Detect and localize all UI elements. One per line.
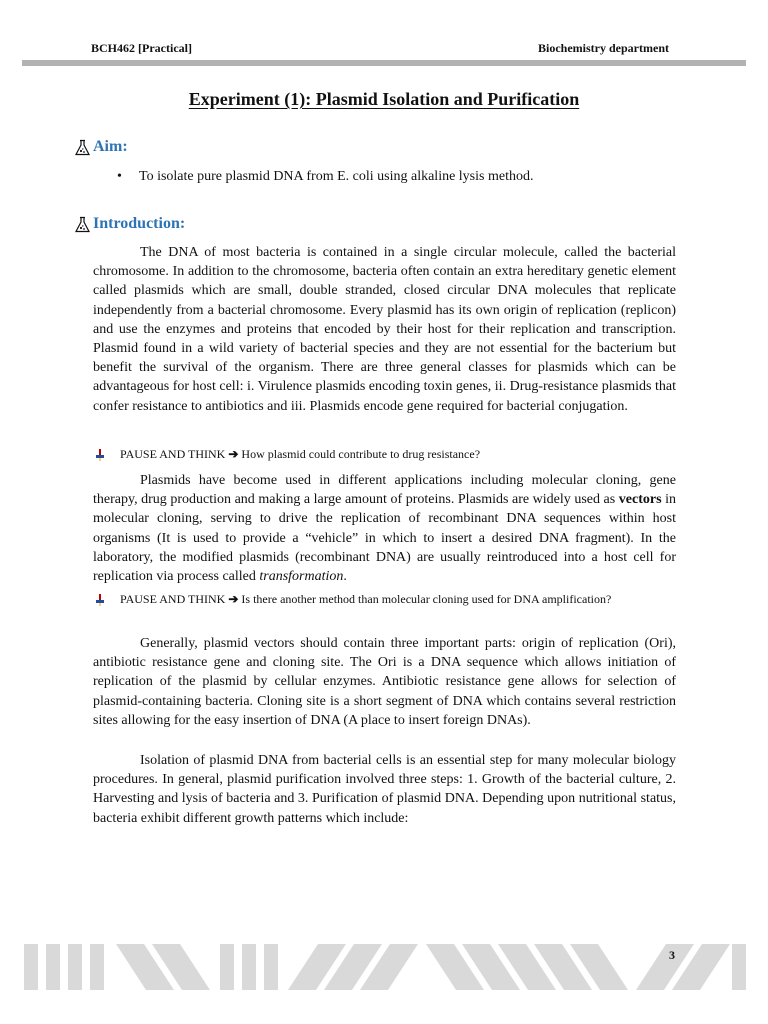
header-divider [22, 60, 746, 66]
aim-heading-text: Aim: [93, 138, 128, 155]
think-question: How plasmid could contribute to drug resistance? [241, 447, 481, 461]
intro-paragraph-3-text: Generally, plasmid vectors should contain three important parts: origin of replication (Ori), antibiotic resistance gene and cloning site. The Ori is a DNA sequence which allows initiation of replication of the plasmid by cellular enzymes. Antibiotic resistance gene allows for selection of plasmid-containing bacteria. Cloning site is a short segment of DNA which contains several restriction sites allowing for the easy insertion of DNA (A place to insert foreign DNAs). [93, 636, 676, 728]
intro-paragraph-2-text-c: . [343, 569, 347, 585]
think-label: PAUSE AND THINK [120, 592, 226, 606]
right-arrow-icon: ➔ [228, 447, 239, 461]
pause-and-think-2 [93, 591, 676, 607]
right-arrow-icon: ➔ [228, 592, 239, 606]
header-course: BCH462 [Practical] [91, 41, 192, 55]
intro-paragraph-4 [93, 751, 676, 828]
pause-and-think-1 [93, 446, 676, 462]
think-question: Is there another method than molecular cloning used for DNA amplification? [241, 592, 612, 606]
aim-item [117, 169, 533, 185]
pushpin-icon [93, 446, 120, 462]
introduction-heading-text: Introduction: [93, 215, 186, 232]
intro-paragraph-4-text: Isolation of plasmid DNA from bacterial cells is an essential step for many molecular biology procedures. In general, plasmid purification involved three steps: 1. Growth of the bacterial culture, 2. Harvesting and lysis of bacteria and 3. Purification of plasmid DNA. Depending upon nutritional status, bacteria exhibit different growth patterns which include: [93, 753, 676, 826]
intro-paragraph-2-bold: vectors [618, 492, 662, 508]
intro-paragraph-1-text: The DNA of most bacteria is contained in a single circular molecule, called the bacterial chromosome. In addition to the chromosome, bacteria often contain an extra hereditary genetic element called plasmids which are small, double stranded, closed circular DNA molecules that replicate independently from a bacterial chromosome. Every plasmid has its own origin of replication (replicon) and use the enzymes and proteins that encoded by their host for their replication and transcription. Plasmid found in a wild variety of bacterial species and they are not essential for the bacterium but benefit the survival of the organism. There are three general classes for plasmids which can be advantageous for host cell: i. Virulence plasmids encoding toxin genes, ii. Drug-resistance plasmids that confer resistance to antibiotics and iii. Plasmids encode gene required for bacterial conjugation. [93, 245, 676, 414]
intro-paragraph-2-text-b: in molecular cloning, serving to drive the replication of recombinant DNA sequences within host organisms (It is used to provide a “vehicle” in which to insert a desired DNA fragment). In the laboratory, the modified plasmids (recombinant DNA) are usually reintroduced into a host cell for replication via process called [93, 492, 676, 585]
aim-item-text: To isolate pure plasmid DNA from E. coli using alkaline lysis method. [139, 169, 534, 184]
flask-icon [74, 139, 91, 156]
intro-paragraph-2-italic: transformation [259, 569, 344, 585]
intro-paragraph-1 [93, 243, 676, 416]
header-department: Biochemistry department [538, 41, 669, 55]
intro-paragraph-3 [93, 634, 676, 730]
flask-icon [74, 216, 91, 233]
introduction-heading [74, 215, 185, 233]
footer-stripe-pattern [24, 942, 746, 990]
intro-paragraph-2 [93, 471, 676, 586]
page-number: 3 [669, 948, 675, 962]
intro-paragraph-2-text-a: Plasmids have become used in different applications including molecular cloning, gene therapy, drug production and making a large amount of proteins. Plasmids are widely used as [93, 473, 676, 508]
bullet-marker: • [117, 169, 122, 184]
aim-heading [74, 138, 128, 156]
pushpin-icon [93, 591, 120, 607]
page-title: Experiment (1): Plasmid Isolation and Purification [188, 89, 580, 109]
think-label: PAUSE AND THINK [120, 447, 226, 461]
